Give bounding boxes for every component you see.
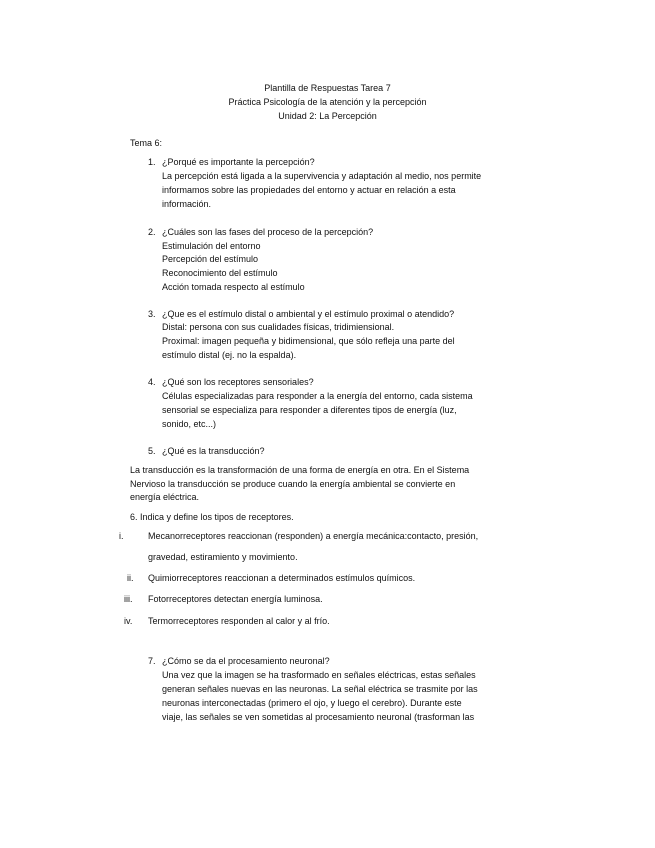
- q6-item-label: iii.: [124, 594, 133, 604]
- q6-question: 6. Indica y define los tipos de receptores.: [130, 512, 294, 522]
- q2-answer-line: Percepción del estímulo: [162, 254, 259, 264]
- q3-answer-line: Proximal: imagen pequeña y bidimensional, que sólo refleja una parte del: [162, 336, 455, 346]
- q3-number: 3.: [148, 309, 156, 319]
- q3-answer-line: estímulo distal (ej. no la espalda).: [162, 350, 297, 360]
- q7-answer-line: Una vez que la imagen se ha trasformado en señales eléctricas, estas señales: [162, 670, 476, 680]
- q5-answer-line: La transducción es la transformación de una forma de energía en otra. En el Sistema: [130, 465, 470, 475]
- q1-answer-line: La percepción está ligada a la supervivencia y adaptación al medio, nos permite: [162, 171, 482, 181]
- q6-item-label: iv.: [124, 616, 133, 626]
- q7-number: 7.: [148, 656, 156, 666]
- q6-item-text: Fotorreceptores detectan energía luminosa.: [148, 594, 323, 604]
- q4-answer-line: Células especializadas para responder a la energía del entorno, cada sistema: [162, 391, 473, 401]
- q4-answer-line: sonido, etc...): [162, 419, 217, 429]
- q2-answer-line: Acción tomada respecto al estímulo: [162, 282, 305, 292]
- q5-answer-line: Nervioso la transducción se produce cuando la energía ambiental se convierte en: [130, 479, 456, 489]
- q5-question: ¿Qué es la transducción?: [162, 446, 265, 456]
- q2-answer-line: Estimulación del entorno: [162, 241, 261, 251]
- q6-item-text: Termorreceptores responden al calor y al frío.: [148, 616, 330, 626]
- q2-answer-line: Reconocimiento del estímulo: [162, 268, 278, 278]
- q4-answer-line: sensorial se especializa para responder a diferentes tipos de energía (luz,: [162, 405, 457, 415]
- q1-answer-line: información.: [162, 199, 212, 209]
- q3-question: ¿Que es el estímulo distal o ambiental y el estímulo proximal o atendido?: [162, 309, 455, 319]
- q6-item-text: Quimiorreceptores reaccionan a determinados estímulos químicos.: [148, 573, 416, 583]
- q6-item-text-cont: gravedad, estiramiento y movimiento.: [148, 552, 298, 562]
- q2-question: ¿Cuáles son las fases del proceso de la percepción?: [162, 227, 374, 237]
- q6-item-label: ii.: [127, 573, 134, 583]
- q5-number: 5.: [148, 446, 156, 456]
- q7-answer-line: generan señales nuevas en las neuronas. La señal eléctrica se trasmite por las: [162, 684, 478, 694]
- q6-item-text: Mecanorreceptores reaccionan (responden) a energía mecánica:contacto, presión,: [148, 531, 479, 541]
- q6-item-label: i.: [119, 531, 124, 541]
- q4-question: ¿Qué son los receptores sensoriales?: [162, 377, 314, 387]
- doc-title: Plantilla de Respuestas Tarea 7: [264, 83, 391, 93]
- q2-number: 2.: [148, 227, 156, 237]
- q7-answer-line: viaje, las señales se ven sometidas al procesamiento neuronal (trasforman las: [162, 712, 475, 722]
- q7-question: ¿Cómo se da el procesamiento neuronal?: [162, 656, 330, 666]
- doc-subtitle: Práctica Psicología de la atención y la percepción: [228, 97, 427, 107]
- q1-answer-line: informamos sobre las propiedades del entorno y actuar en relación a esta: [162, 185, 456, 195]
- q5-answer-line: energía eléctrica.: [130, 492, 200, 502]
- topic-heading: Tema 6:: [130, 138, 163, 148]
- q1-question: ¿Porqué es importante la percepción?: [162, 157, 315, 167]
- q1-number: 1.: [148, 157, 156, 167]
- q3-answer-line: Distal: persona con sus cualidades físicas, tridimiensional.: [162, 322, 395, 332]
- q4-number: 4.: [148, 377, 156, 387]
- q7-answer-line: neuronas interconectadas (primero el ojo, y luego el cerebro). Durante este: [162, 698, 462, 708]
- doc-unit: Unidad 2: La Percepción: [278, 111, 377, 121]
